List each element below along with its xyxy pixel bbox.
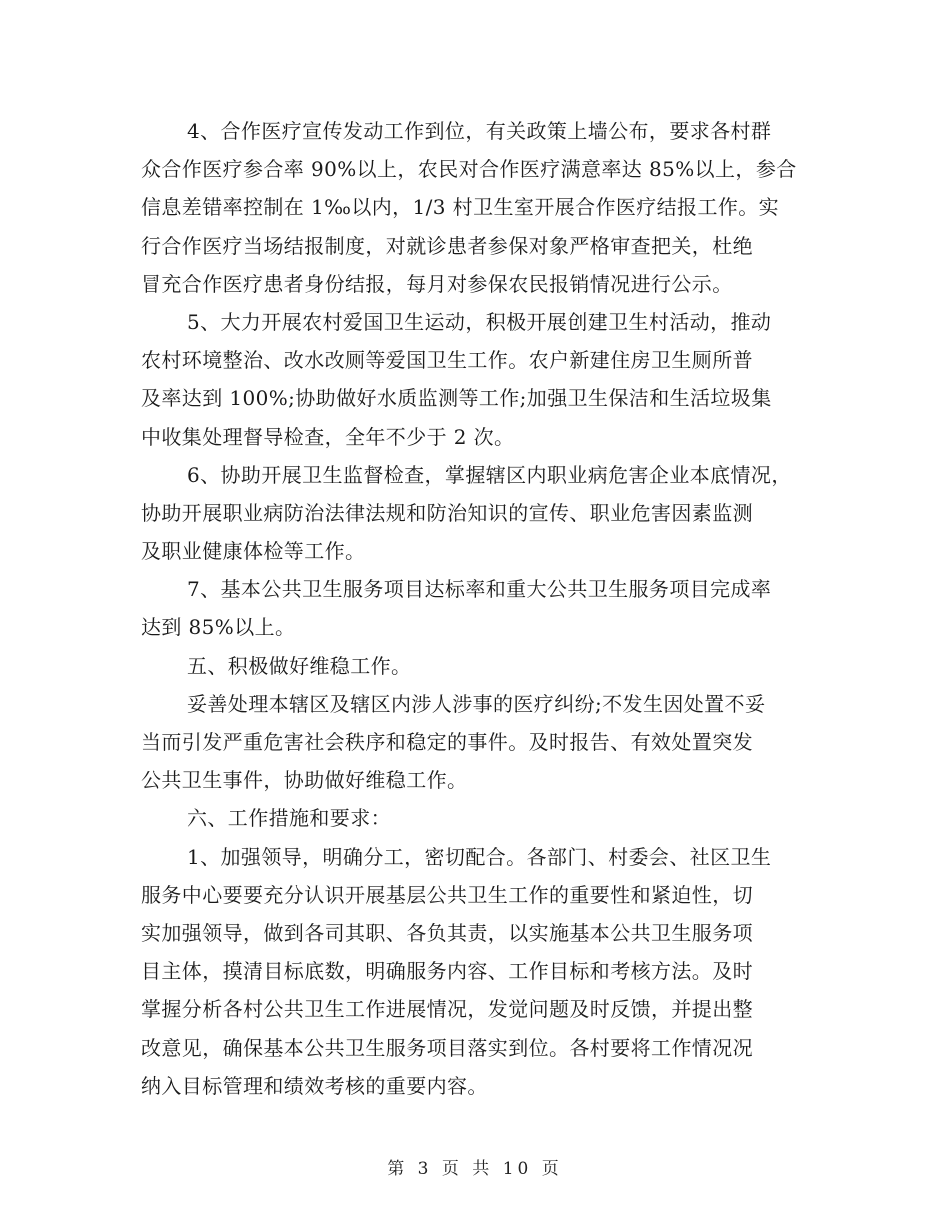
text-line: 农村环境整治、改水改厕等爱国卫生工作。农户新建住房卫生厕所普 xyxy=(141,348,753,373)
text-line: 信息差错率控制在 1‰以内，1/3 村卫生室开展合作医疗结报工作。实 xyxy=(141,195,780,220)
text-line: 冒充合作医疗患者身份结报，每月对参保农民报销情况进行公示。 xyxy=(141,271,733,296)
text-line: 纳入目标管理和绩效考核的重要内容。 xyxy=(141,1073,488,1098)
text-line: 掌握分析各村公共卫生工作进展情况，发觉问题及时反馈，并提出整 xyxy=(141,997,753,1022)
text-line: 改意见，确保基本公共卫生服务项目落实到位。各村要将工作情况况 xyxy=(141,1035,753,1060)
text-line: 妥善处理本辖区及辖区内涉人涉事的医疗纠纷;不发生因处置不妥 xyxy=(187,691,766,716)
text-line: 行合作医疗当场结报制度，对就诊患者参保对象严格审查把关，杜绝 xyxy=(141,233,753,258)
text-line: 及职业健康体检等工作。 xyxy=(141,539,366,564)
text-line: 协助开展职业病防治法律法规和防治知识的宣传、职业危害因素监测 xyxy=(141,500,753,525)
text-line: 6、协助开展卫生监督检查，掌握辖区内职业病危害企业本底情况， xyxy=(187,462,792,487)
text-line: 众合作医疗参合率 90%以上，农民对合作医疗满意率达 85%以上，参合 xyxy=(141,157,797,182)
text-line: 5、大力开展农村爱国卫生运动，积极开展创建卫生村活动，推动 xyxy=(187,309,772,334)
text-line: 及率达到 100%;协助做好水质监测等工作;加强卫生保洁和生活垃圾集 xyxy=(141,386,772,411)
text-line: 7、基本公共卫生服务项目达标率和重大公共卫生服务项目完成率 xyxy=(187,577,772,602)
text-line: 六、工作措施和要求： xyxy=(187,806,391,831)
page-footer: 第 3 页 共 10 页 xyxy=(387,1159,563,1179)
text-line: 当而引发严重危害社会秩序和稳定的事件。及时报告、有效处置突发 xyxy=(141,730,753,754)
text-line: 1、加强领导，明确分工，密切配合。各部门、村委会、社区卫生 xyxy=(187,844,772,869)
text-line: 中收集处理督导检查，全年不少于 2 次。 xyxy=(141,424,515,449)
text-line: 实加强领导，做到各司其职、各负其责，以实施基本公共卫生服务项 xyxy=(141,920,753,945)
text-line: 服务中心要要充分认识开展基层公共卫生工作的重要性和紧迫性，切 xyxy=(141,882,753,907)
text-line: 目主体，摸清目标底数，明确服务内容、工作目标和考核方法。及时 xyxy=(141,959,753,984)
body-text xyxy=(141,112,813,1105)
text-line: 达到 85%以上。 xyxy=(141,615,296,640)
text-line: 五、积极做好维稳工作。 xyxy=(187,653,412,678)
text-line: 4、合作医疗宣传发动工作到位，有关政策上墙公布，要求各村群 xyxy=(187,119,772,143)
text-line: 公共卫生事件，协助做好维稳工作。 xyxy=(141,768,468,793)
